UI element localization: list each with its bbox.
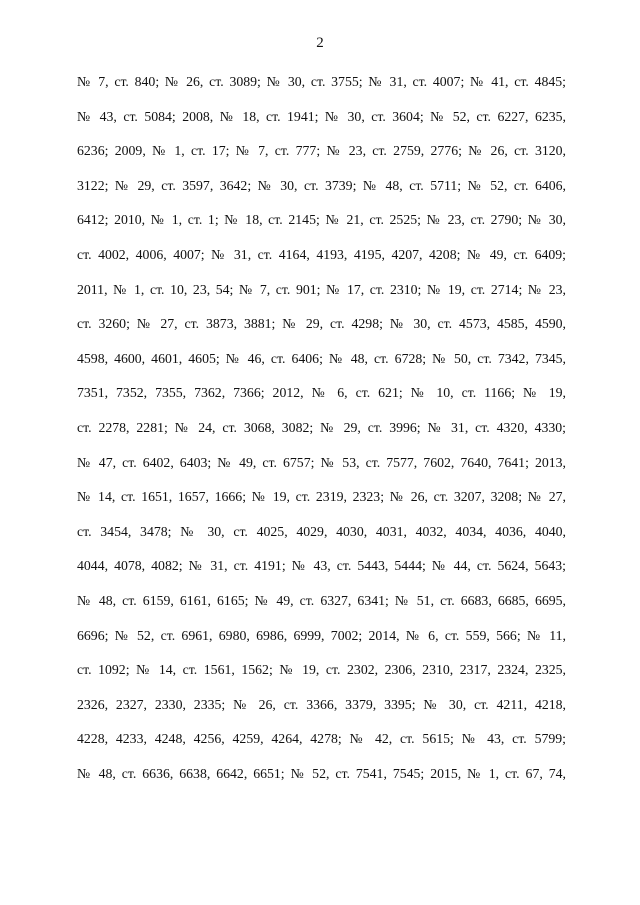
text-line: № 7, ст. 840; № 26, ст. 3089; № 30, ст. 3755; № 31, ст. 4007; № 41, ст. 4845; — [77, 74, 566, 89]
text-line: № 47, ст. 6402, 6403; № 49, ст. 6757; № 53, ст. 7577, 7602, 7640, 7641; 2013, — [77, 454, 566, 470]
text-line: 4598, 4600, 4601, 4605; № 46, ст. 6406; № 48, ст. 6728; № 50, ст. 7342, 7345, — [77, 350, 566, 366]
text-line: ст. 1092; № 14, ст. 1561, 1562; № 19, ст. 2302, 2306, 2310, 2317, 2324, 2325, — [77, 662, 566, 678]
text-line: ст. 4002, 4006, 4007; № 31, ст. 4164, 4193, 4195, 4207, 4208; № 49, ст. 6409; — [77, 246, 566, 262]
text-line: 6412; 2010, № 1, ст. 1; № 18, ст. 2145; № 21, ст. 2525; № 23, ст. 2790; № 30, — [77, 212, 566, 228]
body-text — [77, 72, 566, 798]
text-line: № 14, ст. 1651, 1657, 1666; № 19, ст. 2319, 2323; № 26, ст. 3207, 3208; № 27, — [77, 489, 566, 505]
text-line: 2011, № 1, ст. 10, 23, 54; № 7, ст. 901; № 17, ст. 2310; № 19, ст. 2714; № 23, — [77, 281, 566, 297]
text-line: № 43, ст. 5084; 2008, № 18, ст. 1941; № 30, ст. 3604; № 52, ст. 6227, 6235, — [77, 108, 566, 124]
text-line: ст. 3260; № 27, ст. 3873, 3881; № 29, ст. 4298; № 30, ст. 4573, 4585, 4590, — [77, 316, 566, 332]
text-line: 3122; № 29, ст. 3597, 3642; № 30, ст. 3739; № 48, ст. 5711; № 52, ст. 6406, — [77, 177, 566, 193]
text-line: 6236; 2009, № 1, ст. 17; № 7, ст. 777; № 23, ст. 2759, 2776; № 26, ст. 3120, — [77, 143, 566, 159]
text-line: ст. 2278, 2281; № 24, ст. 3068, 3082; № 29, ст. 3996; № 31, ст. 4320, 4330; — [77, 419, 566, 435]
text-line: № 48, ст. 6636, 6638, 6642, 6651; № 52, ст. 7541, 7545; 2015, № 1, ст. 67, 74, — [77, 765, 566, 781]
text-line: 4044, 4078, 4082; № 31, ст. 4191; № 43, ст. 5443, 5444; № 44, ст. 5624, 5643; — [77, 558, 566, 574]
text-line: 7351, 7352, 7355, 7362, 7366; 2012, № 6, ст. 621; № 10, ст. 1166; № 19, — [77, 385, 566, 401]
page-number: 2 — [316, 35, 324, 51]
text-line: 6696; № 52, ст. 6961, 6980, 6986, 6999, 7002; 2014, № 6, ст. 559, 566; № 11, — [77, 627, 566, 643]
text-line: ст. 3454, 3478; № 30, ст. 4025, 4029, 4030, 4031, 4032, 4034, 4036, 4040, — [77, 523, 566, 539]
text-line: 4228, 4233, 4248, 4256, 4259, 4264, 4278; № 42, ст. 5615; № 43, ст. 5799; — [77, 731, 566, 747]
text-line: № 48, ст. 6159, 6161, 6165; № 49, ст. 6327, 6341; № 51, ст. 6683, 6685, 6695, — [77, 592, 566, 608]
text-line: 2326, 2327, 2330, 2335; № 26, ст. 3366, 3379, 3395; № 30, ст. 4211, 4218, — [77, 696, 566, 712]
